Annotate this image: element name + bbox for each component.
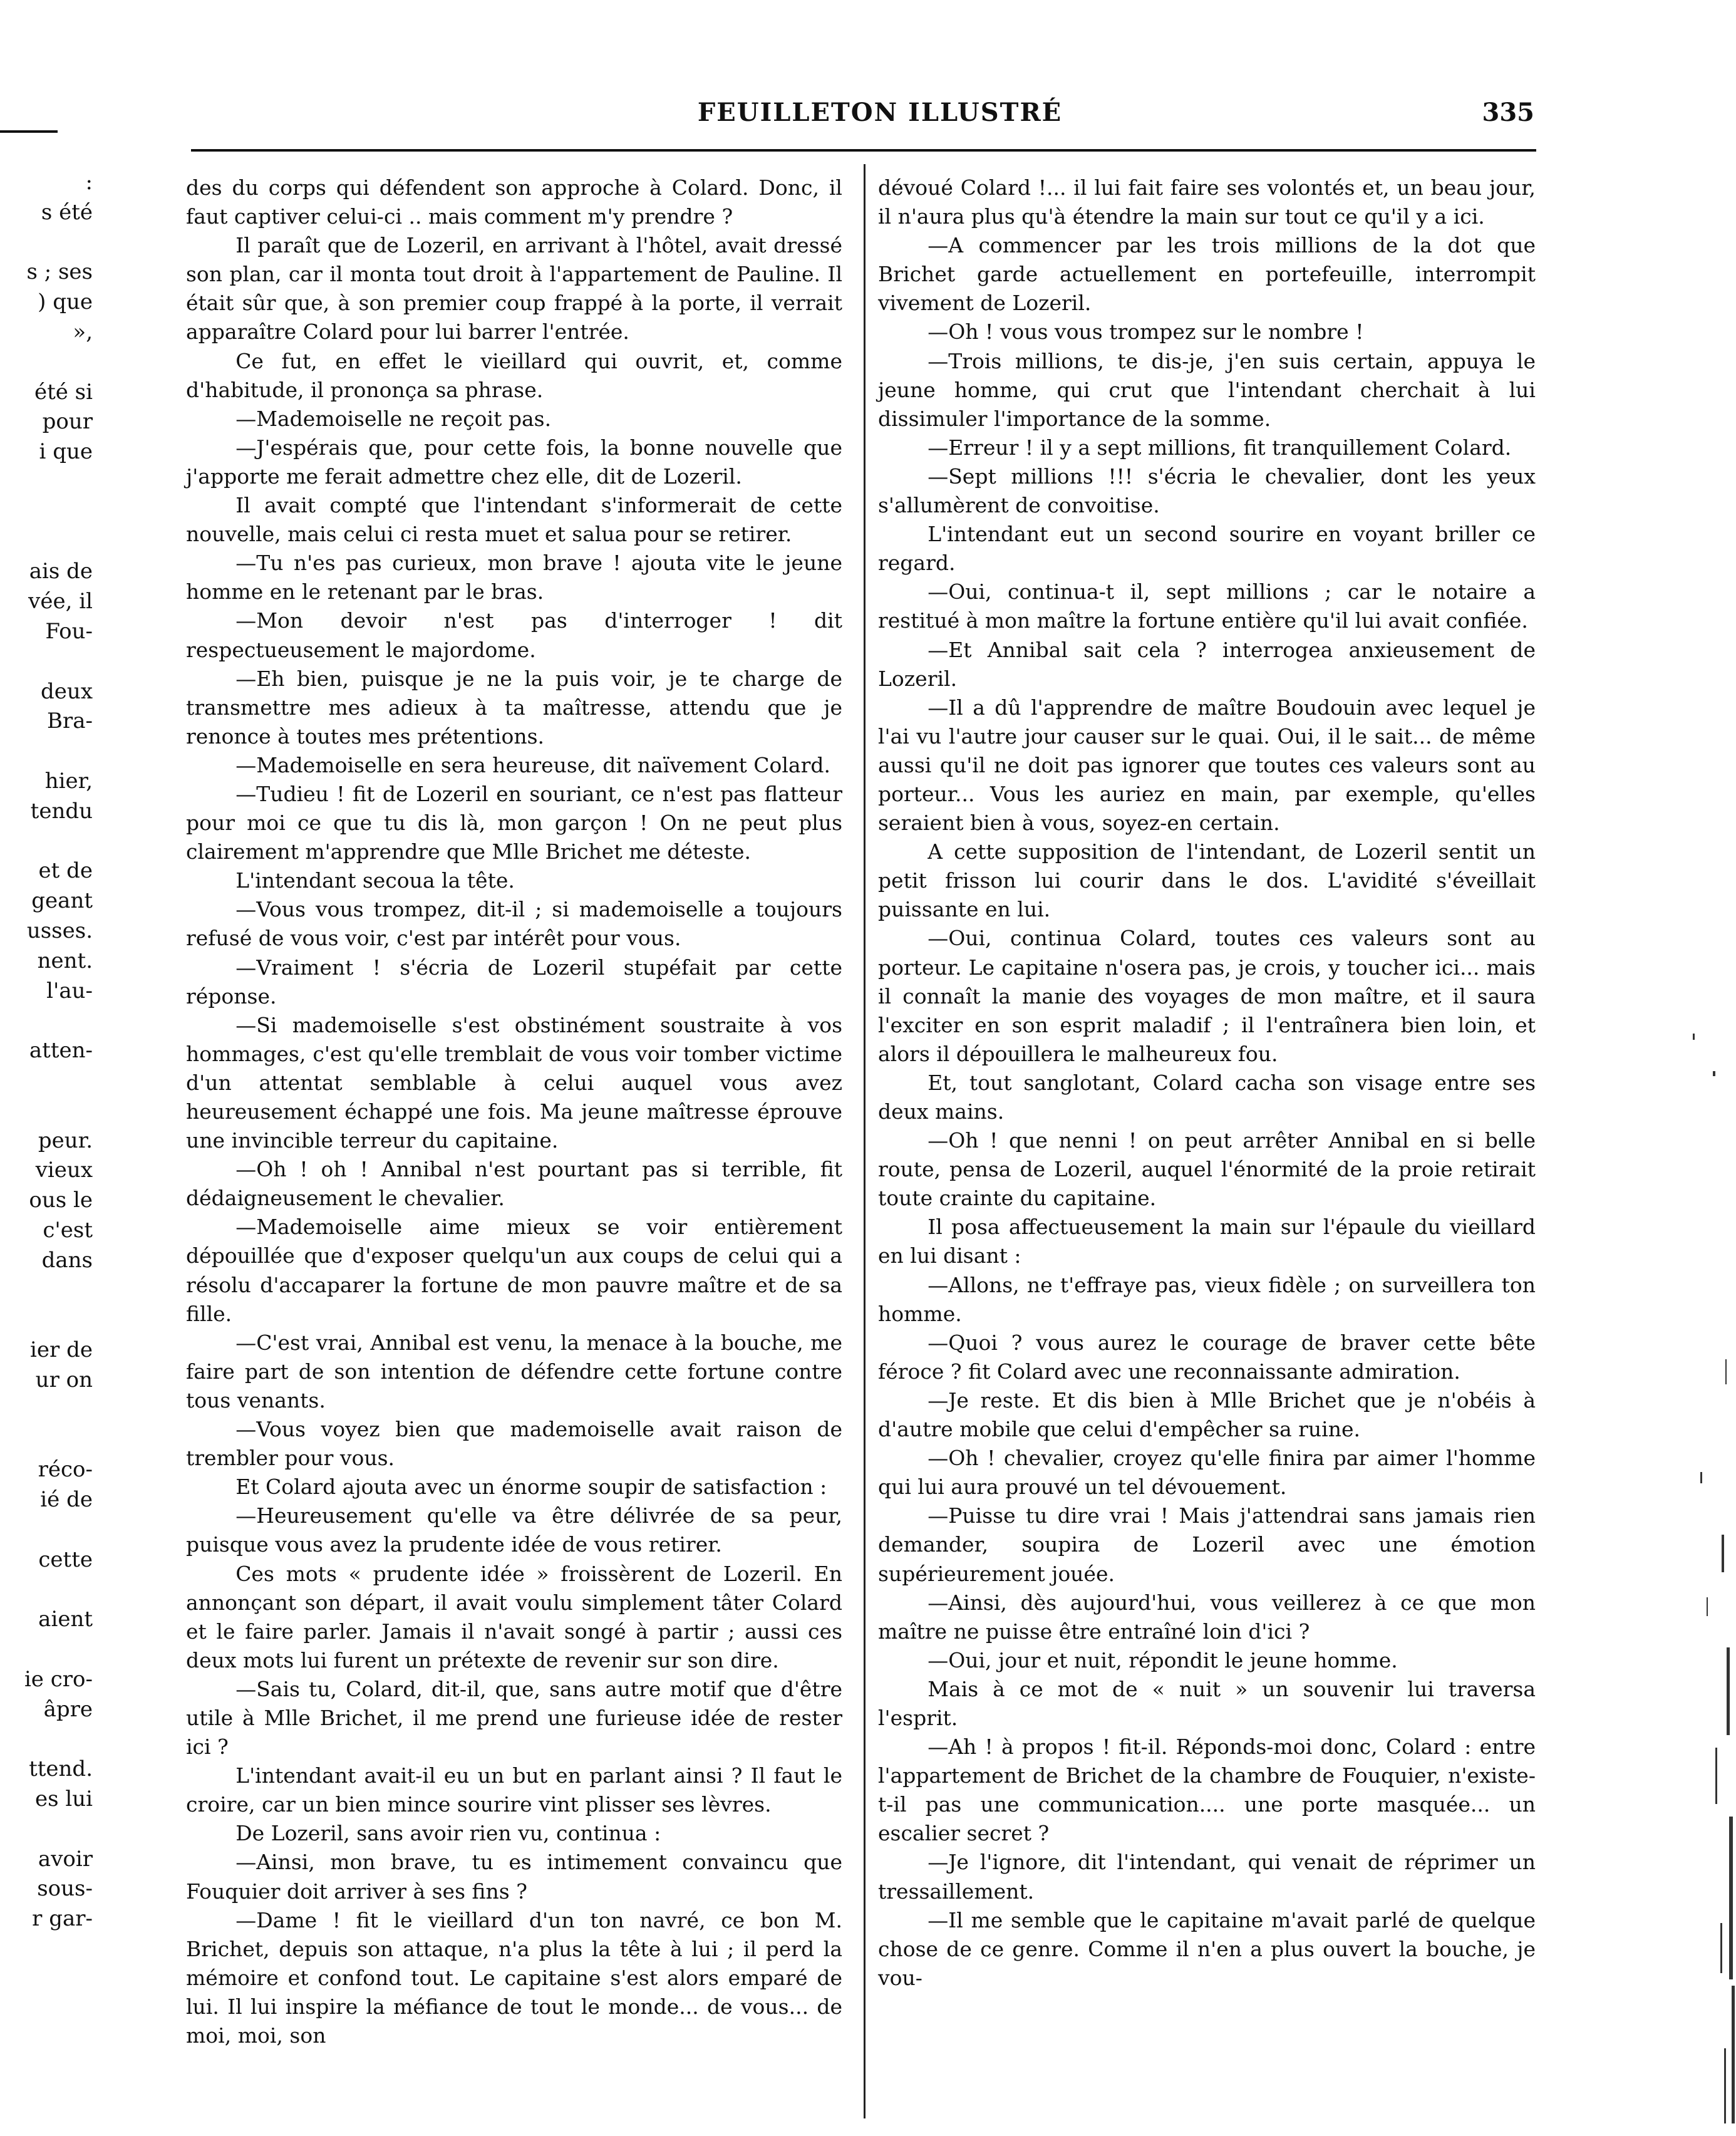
previous-page-margin-fragments [0,168,93,1934]
margin-fragment: i que [39,439,93,465]
paragraph: —Mademoiselle ne reçoit pas. [235,406,552,431]
margin-fragment: atten- [29,1038,93,1064]
paragraph: —Oh ! chevalier, croyez qu'elle finira par aimer l'homme qui lui aura prouvé un tel dévouement. [878,1446,1536,1500]
paragraph: —Il me semble que le capitaine m'avait parlé de quelque chose de ce genre. Comme il n'en a plus ouvert la bouche, je vou- [878,1907,1536,1990]
scan-edge-noise [1688,1034,1736,2136]
paragraph: —Quoi ? vous aurez le courage de braver cette bête féroce ? fit Colard avec une reconnaissante admiration. [878,1330,1536,1384]
margin-fragment [0,1635,93,1665]
paragraph: —Vous vous trompez, dit-il ; si mademoiselle a toujours refusé de vous voir, c'est par intérêt pour vous. [186,897,842,951]
paragraph: —Oui, continua-t il, sept millions ; car le notaire a restitué à mon maître la fortune entière qu'il lui avait confiée. [878,579,1536,633]
paragraph: Ce fut, en effet le vieillard qui ouvrit, et, comme d'habitude, il prononça sa phrase. [186,348,842,402]
paragraph: —Et Annibal sait cela ? interrogea anxieusement de Lozeril. [878,637,1536,691]
paragraph: —Vous voyez bien que mademoiselle avait raison de trembler pour vous. [186,1417,842,1471]
margin-fragment: ie cro- [24,1666,93,1692]
margin-fragment: dans [41,1247,93,1273]
paragraph: —Oh ! vous vous trompez sur le nombre ! [927,319,1364,345]
margin-fragment: deux [41,678,93,704]
margin-fragment [0,1515,93,1545]
margin-fragment: ) que [38,289,93,315]
paragraph: Il avait compté que l'intendant s'informerait de cette nouvelle, mais celui ci resta muet et salua pour se retirer. [186,493,842,547]
margin-fragment: usses. [26,918,93,943]
paragraph: —Je reste. Et dis bien à Mlle Brichet que je n'obéis à d'autre mobile que celui d'empêcher sa ruine. [878,1387,1536,1442]
margin-fragment: r gar- [32,1906,93,1932]
paragraph: —Mademoiselle en sera heureuse, dit naïvement Colard. [235,752,830,777]
paragraph: —Tudieu ! fit de Lozeril en souriant, ce n'est pas flatteur pour moi ce que tu dis là, mon garçon ! On ne peut plus clairement m'apprendre que Mlle Brichet me déteste. [186,781,842,864]
margin-fragment [0,737,93,767]
paragraph: Il posa affectueusement la main sur l'épaule du vieillard en lui disant : [878,1215,1536,1268]
margin-fragment: aient [38,1607,93,1632]
right-text-column [878,174,1536,1993]
margin-fragment [0,1815,93,1845]
margin-fragment [0,1575,93,1605]
margin-fragment: s été [41,199,93,225]
margin-fragment: ous le [29,1188,93,1213]
paragraph: —Mademoiselle aime mieux se voir entièrement dépouillée que d'exposer quelqu'un aux coups de celui qui a résolu d'accaparer la fortune de mon pauvre maître et de sa fille. [186,1215,842,1326]
paragraph: —Je l'ignore, dit l'intendant, qui venait de réprimer un tressaillement. [878,1850,1536,1904]
paragraph: Il paraît que de Lozeril, en arrivant à l'hôtel, avait dressé son plan, car il monta tout droit à l'appartement de Pauline. Il était sûr que, à son premier coup frappé à la porte, il verrait apparaître Colard pour lui barrer l'entrée. [186,233,842,345]
margin-fragment: : [85,170,93,195]
margin-fragment: pour [42,409,93,435]
margin-fragment: peur. [38,1128,93,1153]
margin-fragment: geant [31,888,93,914]
margin-fragment [0,1066,93,1096]
paragraph: —Eh bien, puisque je ne la puis voir, je te charge de transmettre mes adieux à ta maîtresse, attendu que je renonce à toutes mes prétentions. [186,666,842,749]
margin-fragment: Fou- [45,618,93,644]
margin-fragment: nent. [37,948,93,973]
margin-fragment: ur on [35,1367,93,1392]
paragraph: —Ah ! à propos ! fit-il. Réponds-moi donc, Colard : entre l'appartement de Brichet de la chambre de Fouquier, n'existe-t-il pas une communication.... une porte masquée... un escalier secret ? [878,1734,1536,1846]
paragraph: —Heureusement qu'elle va être délivrée de sa peur, puisque vous avez la prudente idée de vous retirer. [186,1503,842,1557]
margin-fragment [0,1396,93,1426]
margin-fragment: âpre [43,1696,93,1722]
paragraph: dévoué Colard !... il lui fait faire ses volontés et, un beau jour, il n'aura plus qu'à étendre la main sur tout ce qu'il y a ici. [878,175,1536,229]
paragraph: —Tu n'es pas curieux, mon brave ! ajouta vite le jeune homme en le retenant par le bras. [186,551,842,604]
paragraph: —Puisse tu dire vrai ! Mais j'attendrai sans jamais rien demander, soupira de Lozeril avec une émotion supérieurement jouée. [878,1503,1536,1586]
margin-fragment: », [73,319,93,345]
paragraph: —Vraiment ! s'écria de Lozeril stupéfait par cette réponse. [186,955,842,1008]
paragraph: —Erreur ! il y a sept millions, fit tranquillement Colard. [927,435,1512,460]
paragraph: —C'est vrai, Annibal est venu, la menace à la bouche, me faire part de son intention de défendre cette fortune contre tous venants. [186,1330,842,1413]
margin-fragment: hier, [44,768,93,794]
margin-fragment [0,527,93,557]
paragraph: L'intendant secoua la tête. [235,868,515,893]
margin-fragment [0,467,93,497]
paragraph: —Ainsi, mon brave, tu es intimement convaincu que Fouquier doit arriver à ses fins ? [186,1850,842,1904]
paragraph: L'intendant eut un second sourire en voyant briller ce regard. [878,522,1536,576]
column-divider [864,164,865,2118]
paragraph: —Allons, ne t'effraye pas, vieux fidèle ; on surveillera ton homme. [878,1272,1536,1326]
margin-fragment [0,497,93,527]
left-fragment-rule [0,130,58,133]
margin-fragment: ier de [30,1337,93,1363]
margin-fragment: réco- [38,1457,93,1483]
margin-fragment: s ; ses [26,259,93,285]
left-text-column [186,174,842,2050]
paragraph: L'intendant avait-il eu un but en parlant ainsi ? Il faut le croire, car un bien mince sourire vint plisser ses lèvres. [186,1763,842,1817]
margin-fragment [0,1275,93,1305]
paragraph: —Oui, continua Colard, toutes ces valeurs sont au porteur. Le capitaine n'osera pas, je crois, y toucher ici... mais il connaît la manie des voyages de mon maître, et il saura l'exciter en son esprit maladif ; il l'entraînera bien loin, et alors il dépouillera le malheureux fou. [878,926,1536,1066]
paragraph: —Sais tu, Colard, dit-il, que, sans autre motif que d'être utile à Mlle Brichet, il me prend une furieuse idée de rester ici ? [186,1676,842,1760]
paragraph: Et Colard ajouta avec un énorme soupir de satisfaction : [235,1475,827,1500]
paragraph: —A commencer par les trois millions de la dot que Brichet garde actuellement en portefeuille, interrompit vivement de Lozeril. [878,233,1536,316]
margin-fragment: c'est [43,1217,93,1243]
paragraph: —Mon devoir n'est pas d'interroger ! dit respectueusement le majordome. [186,608,842,662]
margin-fragment: avoir [38,1846,93,1872]
margin-fragment [0,1724,93,1755]
margin-fragment: vée, il [28,589,93,614]
paragraph: —Dame ! fit le vieillard d'un ton navré, ce bon M. Brichet, depuis son attaque, n'a plus la tête à lui ; il perd la mémoire et confond tout. Le capitaine s'est alors emparé de lui. Il lui inspire la méfiance de tout le monde... de vous... de moi, moi, son [186,1907,842,2048]
margin-fragment: es lui [34,1786,93,1812]
margin-fragment [0,348,93,378]
margin-fragment: ttend. [29,1756,93,1782]
paragraph: —Ainsi, dès aujourd'hui, vous veillerez à ce que mon maître ne puisse être entraîné loin d'ici ? [878,1590,1536,1644]
margin-fragment [0,1305,93,1335]
paragraph: —Si mademoiselle s'est obstinément soustraite à vos hommages, c'est qu'elle tremblait de vous voir tomber victime d'un attentat semblable à celui auquel vous avez heureusement échappé une fois. Ma jeune maîtresse éprouve une invincible terreur du capitaine. [186,1012,842,1153]
paragraph: Ces mots « prudente idée » froissèrent de Lozeril. En annonçant son départ, il avait voulu simplement tâter Colard et le faire parler. Jamais il n'avait songé à partir ; aussi ces deux mots lui furent un prétexte de revenir sur son dire. [186,1561,842,1672]
margin-fragment: tendu [30,798,93,824]
margin-fragment [0,228,93,258]
margin-fragment: été si [34,379,93,405]
margin-fragment: l'au- [46,978,93,1003]
margin-fragment: et de [38,858,93,884]
paragraph: De Lozeril, sans avoir rien vu, continua : [235,1821,661,1846]
margin-fragment [0,1425,93,1455]
running-header-title: FEUILLETON ILLUSTRÉ [697,98,1063,127]
paragraph: —Sept millions !!! s'écria le chevalier, dont les yeux s'allumèrent de convoitise. [878,464,1536,518]
margin-fragment [0,1096,93,1126]
paragraph: A cette supposition de l'intendant, de Lozeril sentit un petit frisson lui courir dans le dos. L'avidité s'éveillait puissante en lui. [878,839,1536,922]
margin-fragment: sous- [37,1876,93,1902]
paragraph: —Il a dû l'apprendre de maître Boudouin avec lequel je l'ai vu l'autre jour causer sur le quai. Oui, il le sait... de même aussi qu'il ne doit pas ignorer que toutes ces valeurs sont au porteur... Vous les auriez en main, par exemple, qu'elles seraient bien à vous, soyez-en certain. [878,695,1536,836]
paragraph: —J'espérais que, pour cette fois, la bonne nouvelle que j'apporte me ferait admettre chez elle, dit de Lozeril. [186,435,842,489]
margin-fragment: Bra- [47,708,93,734]
margin-fragment [0,647,93,677]
margin-fragment: cette [38,1547,93,1572]
margin-fragment: ais de [29,559,93,584]
margin-fragment: vieux [35,1158,93,1183]
header-rule [191,149,1536,152]
paragraph: —Oh ! oh ! Annibal n'est pourtant pas si terrible, fit dédaigneusement le chevalier. [186,1157,842,1211]
margin-fragment [0,827,93,857]
paragraph: des du corps qui défendent son approche à Colard. Donc, il faut captiver celui-ci .. mais comment m'y prendre ? [186,175,842,229]
paragraph: —Oh ! que nenni ! on peut arrêter Annibal en si belle route, pensa de Lozeril, auquel l'énormité de la proie retirait toute crainte du capitaine. [878,1128,1536,1211]
paragraph: Mais à ce mot de « nuit » un souvenir lui traversa l'esprit. [878,1676,1536,1730]
margin-fragment: ié de [40,1487,93,1513]
paragraph: —Oui, jour et nuit, répondit le jeune homme. [927,1647,1398,1672]
paragraph: Et, tout sanglotant, Colard cacha son visage entre ses deux mains. [878,1070,1536,1124]
margin-fragment [0,1006,93,1036]
paragraph: —Trois millions, te dis-je, j'en suis certain, appuya le jeune homme, qui crut que l'intendant cherchait à lui dissimuler l'importance de la somme. [878,348,1536,431]
page-number: 335 [1482,98,1534,127]
